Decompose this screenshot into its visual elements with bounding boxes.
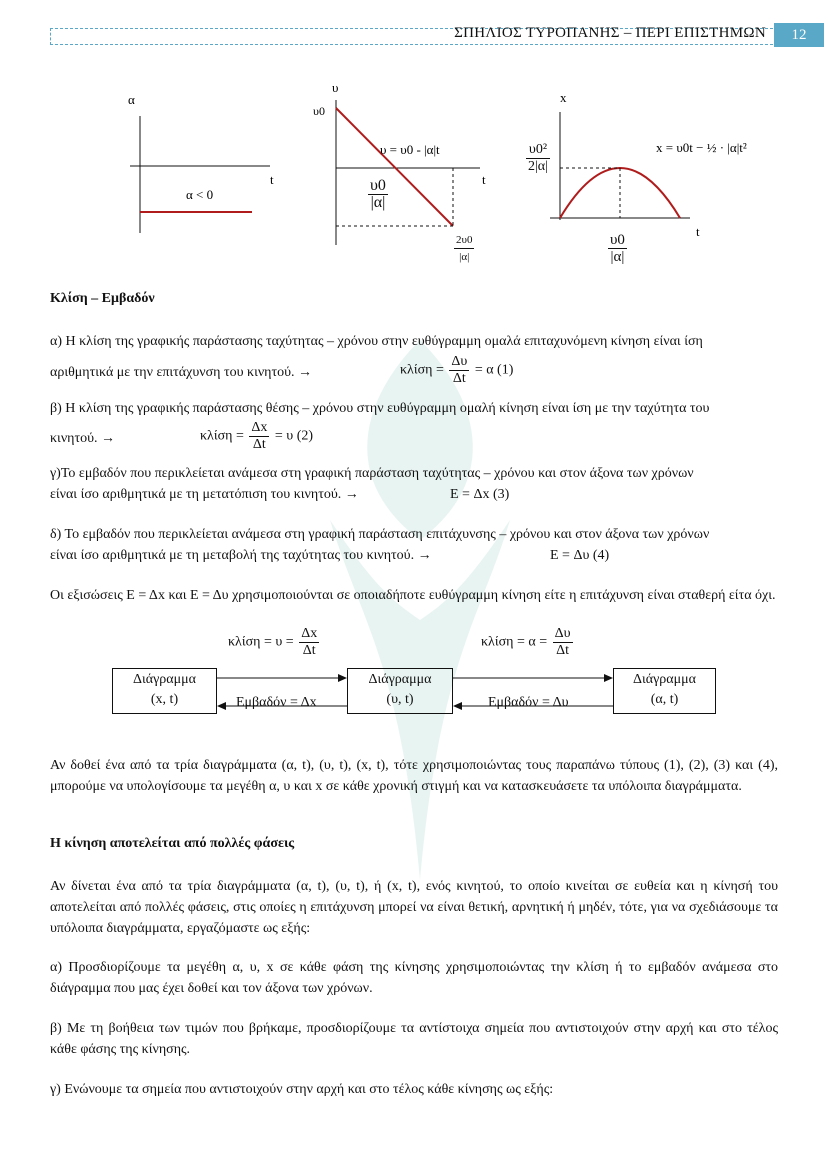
velocity-time-label: t xyxy=(482,172,486,187)
paragraph-phases-intro: Αν δίνεται ένα από τα τρία διαγράμματα (α, t), (υ, t), ή (x, t), ενός κινητού, το οποίο κινείται σε ευθεία και η κίνησή του αποτελείται από πολλές φάσεις, στις οποίες η επιτάχυνση μπορεί να είναι θετική, αρνητική ή μηδέν, τότε, για να σχεδιάσουμε τα υπόλοιπα διαγράμματα, εργαζόμαστε ως εξής: xyxy=(50,879,778,936)
position-peak-time: $\frac{\upsilon 0}{|\alpha|}$ xyxy=(610,232,625,265)
diagram-box-v-t: Διάγραμμα (υ, t) xyxy=(347,668,453,714)
paragraph-a-line2: αριθμητικά με την επιτάχυνση του κινητού. → κλίση = $\frac{\Delta\upsilon}{\Delta t}$ = α (1) xyxy=(50,354,514,386)
paragraph-step-b: β) Με τη βοήθεια των τιμών που βρήκαμε, προσδιορίζουμε τα αντίστοιχα σημεία που αντιστοιχούν στην αρχή και στο τέλος κάθε φάσης της κίνησης. xyxy=(50,1021,778,1057)
paragraph-e: Οι εξισώσεις Ε = Δx και Ε = Δυ χρησιμοποιούνται σε οποιαδήποτε ευθύγραμμη κίνηση είτε η επιτάχυνση είναι σταθερή είτα όχι. xyxy=(50,588,776,603)
velocity-end-time: $\frac{2\upsilon 0}{|\alpha|}$ xyxy=(456,234,473,263)
accel-sign-label: α < 0 xyxy=(186,187,214,202)
position-axis-label: x xyxy=(560,90,567,105)
paragraph-c-line2: είναι ίσο αριθμητικά με τη μετατόπιση του κινητού. → E = Δx (3) xyxy=(50,484,778,505)
position-max-value: $\frac{\text{υ0²}}{2|\alpha|}$ xyxy=(528,142,548,174)
diagram-box-x-t: Διάγραμμα (x, t) xyxy=(112,668,217,714)
paragraph-a-line1: α) Η κλίση της γραφικής παράστασης ταχύτητας – χρόνου στην ευθύγραμμη ομαλά επιταχυνόμενη κίνηση είναι ίση xyxy=(50,334,703,349)
position-time-label: t xyxy=(696,224,700,239)
paragraph-step-c: γ) Ενώνουμε τα σημεία που αντιστοιχούν στην αρχή και στο τέλος κάθε κίνησης ως εξής: xyxy=(50,1082,554,1097)
diagram-right-area-label: Εμβαδόν = Δυ xyxy=(488,695,569,710)
velocity-v0-label: υ0 xyxy=(313,104,325,118)
velocity-line xyxy=(336,108,453,226)
position-time-graph xyxy=(520,88,810,248)
paragraph-b-line1: β) Η κλίση της γραφικής παράστασης θέσης – χρόνου στην ευθύγραμμη ομαλή κίνηση είναι ίση με την ταχύτητα του xyxy=(50,401,710,416)
formula-1: κλίση = $\frac{\Delta\upsilon}{\Delta t}$ = α (1) xyxy=(400,354,514,386)
velocity-equation: υ = υ0 - |α|t xyxy=(380,142,440,157)
position-equation: x = υ0t − ½ · |α|t² xyxy=(656,140,747,155)
velocity-axis-label: υ xyxy=(332,80,339,95)
section-title-phases: Η κίνηση αποτελείται από πολλές φάσεις xyxy=(50,836,295,851)
paragraph-b-line2: κινητού. → κλίση = $\frac{\Delta x}{\Delta t}$ = υ (2) xyxy=(50,420,314,452)
formula-4: E = Δυ (4) xyxy=(550,548,610,563)
header-title: ΣΠΗΛΙΟΣ ΤΥΡΟΠΑΝΗΣ – ΠΕΡΙ ΕΠΙΣΤΗΜΩΝ xyxy=(454,25,766,41)
accel-time-label: t xyxy=(270,172,274,187)
diagram-left-area-label: Εμβαδόν = Δx xyxy=(236,695,317,710)
paragraph-c-line1: γ)Το εμβαδόν που περικλείεται ανάμεσα στη γραφική παράσταση ταχύτητας – χρόνου και στον άξονα των χρόνων xyxy=(50,466,694,481)
velocity-stop-time: $\frac{\upsilon 0}{|\alpha|}$ xyxy=(370,177,386,211)
diagram-right-formula: κλίση = α = $\frac{\Delta\upsilon}{\Delta t}$ xyxy=(481,626,571,658)
paragraph-d-line1: δ) Το εμβαδόν που περικλείεται ανάμεσα στη γραφική παράσταση επιτάχυνσης – χρόνου και στον άξονα των χρόνων xyxy=(50,527,710,542)
paragraph-step-a: α) Προσδιορίζουμε τα μεγέθη α, υ, x σε κάθε φάση της κίνησης χρησιμοποιώντας την κλίση ή το εμβαδόν ανάμεσα στο διάγραμμα που μας έχει δοθεί και τον άξονα των χρόνων. xyxy=(50,960,778,996)
accel-time-graph xyxy=(120,88,280,238)
formula-2: κλίση = $\frac{\Delta x}{\Delta t}$ = υ (2) xyxy=(200,420,314,452)
section-title-slope-area: Κλίση – Εμβαδόν xyxy=(50,291,155,306)
page-number: 12 xyxy=(774,23,824,47)
paragraph-after-diagram: Αν δοθεί ένα από τα τρία διαγράμματα (α, t), (υ, t), (x, t), τότε χρησιμοποιώντας τους παραπάνω τύπους (1), (2), (3) και (4), μπορούμε να υπολογίσουμε τα μεγέθη α, υ και x σε κάθε χρονική στιγμή και να κατασκευάσετε τα υπόλοιπα διαγράμματα. xyxy=(50,758,778,794)
diagram-box-a-t: Διάγραμμα (α, t) xyxy=(613,668,716,714)
formula-3: E = Δx (3) xyxy=(450,487,510,502)
accel-axis-label: α xyxy=(128,92,135,107)
diagram-left-formula: κλίση = υ = $\frac{\Delta x}{\Delta t}$ xyxy=(228,626,318,658)
paragraph-d-line2: είναι ίσο αριθμητικά με τη μεταβολή της ταχύτητας του κινητού. → E = Δυ (4) xyxy=(50,545,778,566)
